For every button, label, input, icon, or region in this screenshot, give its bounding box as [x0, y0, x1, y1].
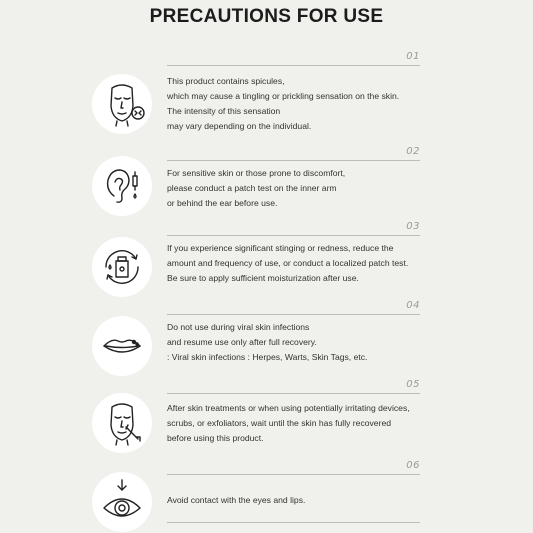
item-text-line: and resume use only after full recovery.	[167, 337, 317, 347]
precaution-item-02	[0, 125, 533, 208]
precaution-item-01	[0, 48, 533, 131]
item-number: 03	[406, 221, 420, 232]
item-text-line: may vary depending on the individual.	[167, 121, 312, 131]
item-number: 06	[406, 460, 420, 471]
divider	[167, 393, 420, 394]
item-number: 04	[406, 300, 420, 311]
item-text-line: before using this product.	[167, 433, 264, 443]
divider	[167, 160, 420, 161]
item-text-line: scrubs, or exfoliators, wait until the skin has fully recovered	[167, 418, 392, 428]
item-text-line: After skin treatments or when using potentially irritating devices,	[167, 403, 410, 413]
item-text-line: which may cause a tingling or prickling sensation on the skin.	[167, 91, 400, 101]
item-text-line: : Viral skin infections : Herpes, Warts, Skin Tags, etc.	[167, 352, 368, 362]
divider	[167, 235, 420, 236]
item-number: 05	[406, 379, 420, 390]
item-text-line: Be sure to apply sufficient moisturization after use.	[167, 273, 359, 283]
item-text-line: This product contains spicules,	[167, 76, 285, 86]
item-text-line: For sensitive skin or those prone to discomfort,	[167, 168, 346, 178]
item-text-line: Do not use during viral skin infections	[167, 322, 310, 332]
item-text-line: The intensity of this sensation	[167, 106, 281, 116]
divider	[167, 474, 420, 475]
precaution-item-06	[0, 440, 533, 518]
precaution-item-03	[0, 204, 533, 282]
divider	[167, 65, 420, 66]
divider	[167, 314, 420, 315]
precaution-item-05	[0, 361, 533, 443]
eye-icon	[92, 472, 152, 532]
item-text-line: Avoid contact with the eyes and lips.	[167, 495, 306, 505]
item-text-line: amount and frequency of use, or conduct a localized patch test.	[167, 258, 409, 268]
divider	[167, 522, 420, 523]
precaution-item-04	[0, 282, 533, 360]
item-text-line: or behind the ear before use.	[167, 198, 278, 208]
item-number: 02	[406, 146, 420, 157]
page-title: PRECAUTIONS FOR USE	[149, 6, 384, 27]
item-number: 01	[406, 51, 420, 62]
item-text-line: please conduct a patch test on the inner arm	[167, 183, 337, 193]
item-text-line: If you experience significant stinging or redness, reduce the	[167, 243, 394, 253]
